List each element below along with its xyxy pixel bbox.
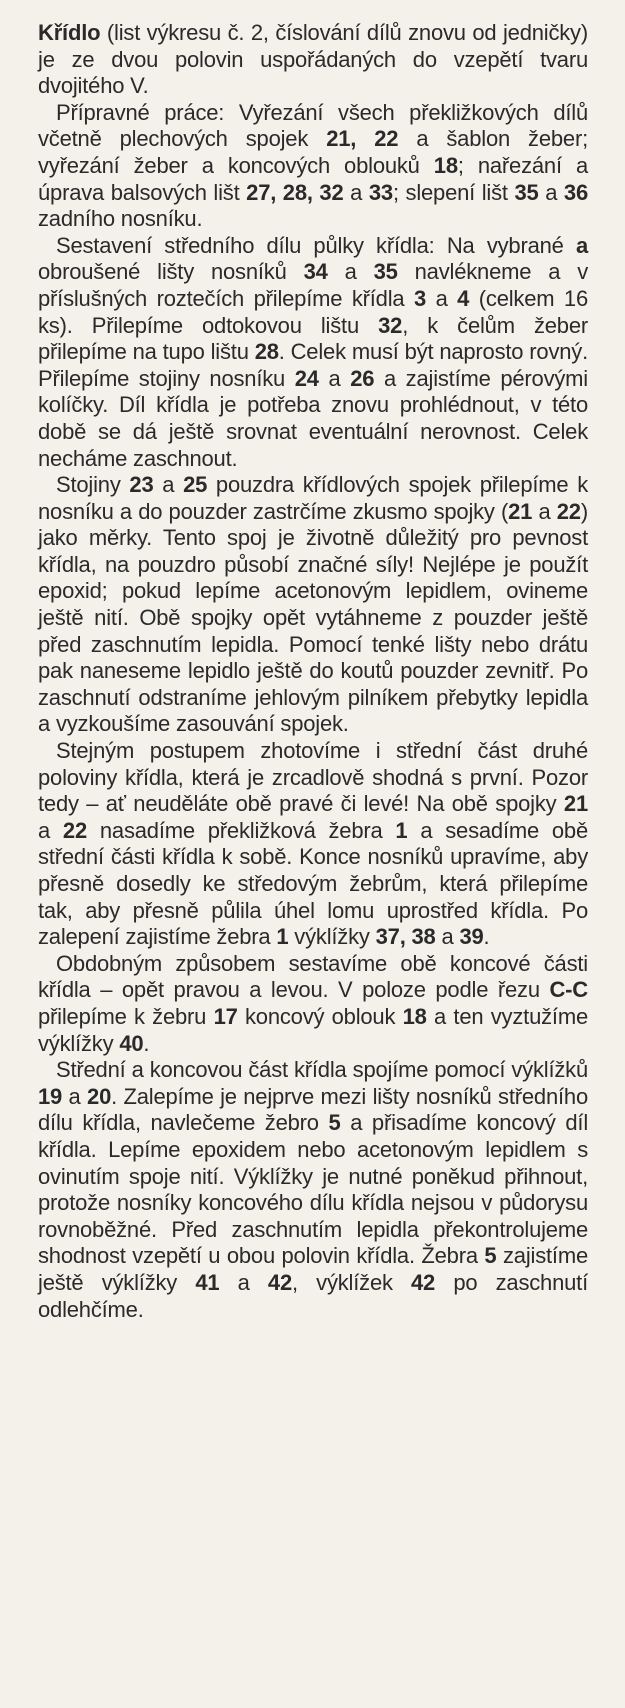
- bold-reference: 37, 38: [375, 924, 436, 950]
- text-run: .: [143, 1030, 150, 1056]
- text-run: a: [532, 498, 557, 524]
- paragraph-4: [38, 472, 588, 738]
- text-run: ) jako měrky. Tento spoj je životně důležitý pro pevnost křídla, na pouzdro působí značné síly! Nejlépe je použít epoxid; pokud lepíme acetonovým lepidlem, ovineme ještě nití. Obě spojky opět vytáhneme z pouzder ještě před zaschnutím lepidla. Pomocí tenké lišty nebo drátu pak naneseme lepidlo ještě do koutů pouzder zevnitř. Po zaschnutí odstraníme jehlovým pilníkem přebytky lepidla a vyzkoušíme zasouvání spojek.: [38, 498, 588, 737]
- bold-reference: 32: [378, 312, 403, 338]
- text-run: . Celek musí být naprosto rovný. Přilepíme stojiny nosníku: [38, 339, 588, 391]
- text-run: a sesadíme obě střední části křídla k sobě. Konce nosníků upravíme, aby přesně dosedly ke středovým žebrům, která přilepíme tak, aby přesně půlila úhel lomu uprostřed křídla. Po zalepení zajistíme žebra: [38, 817, 589, 950]
- text-run: navlékneme a v příslušných roztečích přilepíme křídla: [38, 259, 589, 311]
- bold-reference: 35: [514, 179, 539, 205]
- bold-reference: 21: [563, 791, 588, 817]
- bold-reference: 39: [459, 924, 484, 950]
- bold-reference: 42: [411, 1269, 436, 1295]
- paragraph-7: [38, 1057, 588, 1323]
- text-run: ; slepení lišt: [392, 179, 515, 205]
- text-run: výklížky: [288, 924, 376, 950]
- text-run: Přípravné práce: Vyřezání všech překližkových dílů včetně plechových spojek: [38, 99, 588, 152]
- text-run: a: [327, 259, 374, 285]
- bold-reference: a: [575, 232, 588, 258]
- text-run: Střední a koncovou část křídla spojíme pomocí výklížků: [56, 1057, 588, 1083]
- bold-reference: 17: [213, 1003, 238, 1029]
- text-run: Obdobným způsobem sestavíme obě koncové části křídla – opět pravou a levou. V poloze podle řezu: [38, 950, 588, 1003]
- paragraph-1: [38, 20, 588, 100]
- text-run: a ten vyztužíme výklížky: [38, 1003, 588, 1056]
- bold-reference: Křídlo: [38, 20, 101, 45]
- bold-reference: 22: [62, 817, 87, 843]
- paragraph-6: [38, 951, 588, 1057]
- text-run: a: [343, 179, 369, 205]
- text-run: , k čelům žeber přilepíme na tupo lištu: [38, 312, 588, 365]
- bold-reference: 25: [183, 472, 208, 498]
- text-run: nasadíme překližková žebra: [87, 817, 396, 843]
- bold-reference: 42: [267, 1269, 292, 1295]
- text-run: obroušené lišty nosníků: [38, 259, 304, 285]
- text-run: a přisadíme koncový díl křídla. Lepíme epoxidem nebo acetonovým lepidlem s ovinutím spoje nití. Výklížky je nutné poněkud přihnout, protože nosníky koncového dílu křídla nejsou v půdorysu rovnoběžné. Před zaschnutím lepidla překontrolujeme shodnost vzepětí u obou polovin křídla. Žebra: [38, 1110, 589, 1269]
- text-run: a zajistíme pérovými kolíčky. Díl křídla je potřeba znovu prohlédnout, v této době se dá ještě srovnat eventuální nerovnost. Celek necháme zaschnout.: [38, 365, 588, 471]
- bold-reference: 33: [368, 179, 393, 205]
- bold-reference: 22: [556, 498, 581, 524]
- bold-reference: 35: [373, 259, 398, 285]
- bold-reference: 40: [119, 1030, 144, 1056]
- article-text: [38, 20, 588, 1323]
- text-run: Stojiny: [56, 472, 130, 498]
- bold-reference: 26: [350, 365, 375, 391]
- bold-reference: 21: [508, 498, 533, 524]
- text-run: a: [435, 924, 460, 950]
- text-run: a: [153, 472, 184, 498]
- bold-reference: 41: [195, 1269, 220, 1295]
- text-run: a: [38, 817, 63, 843]
- text-run: zajistíme ještě výklížky: [38, 1243, 588, 1295]
- text-run: přilepíme k žebru: [38, 1003, 214, 1029]
- bold-reference: 18: [433, 152, 458, 178]
- text-run: po zaschnutí odlehčíme.: [38, 1269, 588, 1322]
- bold-reference: 5: [328, 1110, 341, 1136]
- paragraph-2: [38, 100, 588, 233]
- text-run: , výklížek: [292, 1269, 412, 1295]
- bold-reference: 28: [254, 339, 279, 365]
- text-run: . Zalepíme je nejprve mezi lišty nosníků středního dílu křídla, navlečeme žebro: [38, 1083, 588, 1136]
- bold-reference: 5: [484, 1243, 497, 1269]
- bold-reference: 18: [402, 1003, 427, 1029]
- paragraph-5: [38, 738, 588, 951]
- text-run: a: [62, 1083, 88, 1109]
- text-run: a: [538, 179, 564, 205]
- bold-reference: 24: [294, 365, 319, 391]
- text-run: zadního nosníku.: [38, 206, 203, 232]
- text-run: koncový oblouk: [237, 1003, 403, 1029]
- bold-reference: 1: [395, 817, 408, 843]
- text-run: (celkem 16 ks). Přilepíme odtokovou lištu: [38, 285, 588, 338]
- bold-reference: 21, 22: [326, 126, 399, 152]
- bold-reference: 20: [87, 1083, 112, 1109]
- bold-reference: 34: [303, 259, 328, 285]
- text-run: Sestavení středního dílu půlky křídla: Na vybrané: [56, 232, 576, 258]
- bold-reference: 4: [457, 285, 470, 311]
- bold-reference: 3: [413, 285, 427, 311]
- bold-reference: C-C: [549, 977, 588, 1003]
- text-run: a: [318, 365, 351, 391]
- text-run: Stejným postupem zhotovíme i střední část druhé poloviny křídla, která je zrcadlově shodná s první. Pozor tedy – ať neuděláte obě pravé či levé! Na obě spojky: [38, 738, 588, 817]
- bold-reference: 23: [129, 472, 154, 498]
- bold-reference: 27, 28, 32: [246, 179, 344, 205]
- bold-reference: 19: [38, 1083, 63, 1109]
- text-run: .: [483, 924, 490, 950]
- text-run: ; nařezání a úprava balsových lišt: [38, 152, 588, 205]
- bold-reference: 36: [563, 179, 588, 205]
- bold-reference: 1: [276, 924, 289, 950]
- text-run: a: [219, 1269, 268, 1295]
- text-run: (list výkresu č. 2, číslování dílů znovu od jedničky) je ze dvou polovin uspořádaných do vzepětí tvaru dvojitého V.: [38, 20, 588, 99]
- paragraph-3: [38, 233, 588, 472]
- text-run: pouzdra křídlových spojek přilepíme k nosníku a do pouzder zastrčíme zkusmo spojky (: [38, 472, 588, 524]
- text-run: a šablon žeber; vyřezání žeber a koncových oblouků: [38, 126, 588, 178]
- text-run: a: [426, 285, 458, 311]
